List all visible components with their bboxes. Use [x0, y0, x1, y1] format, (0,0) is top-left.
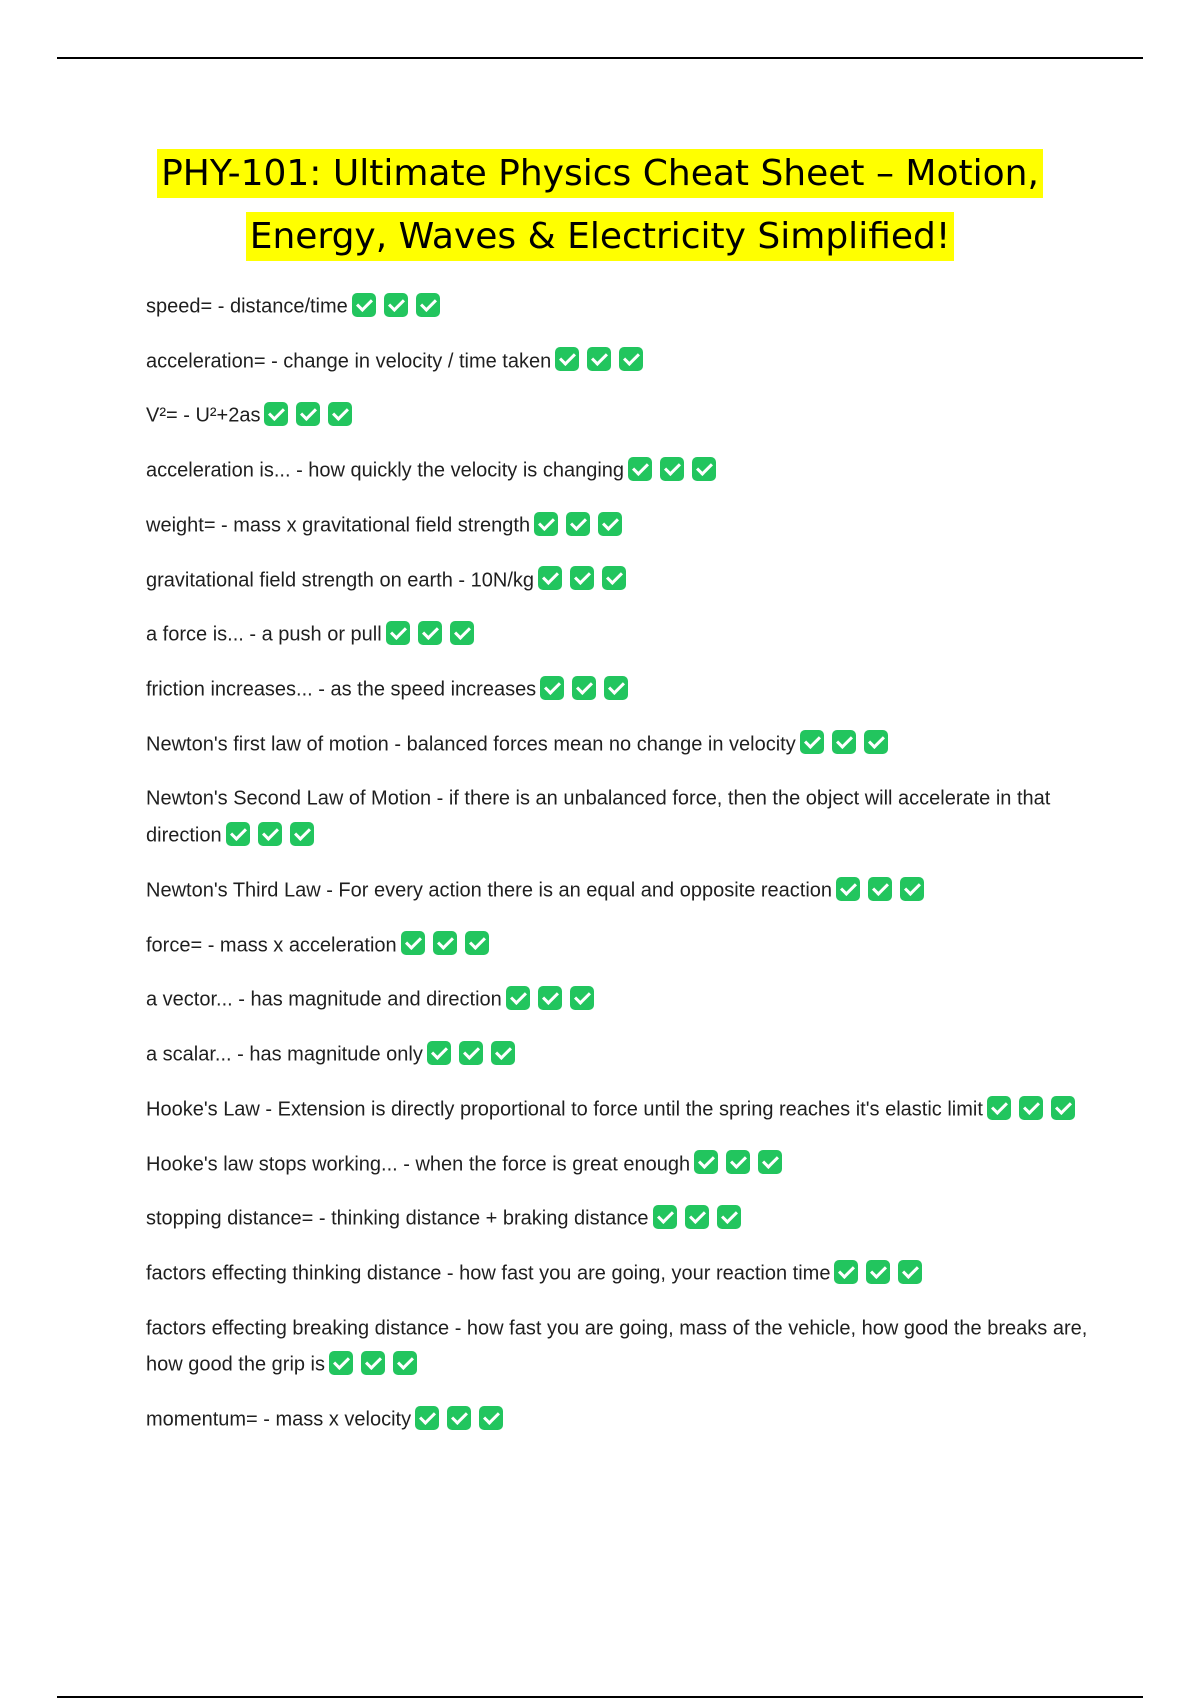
check-box-icon: [570, 566, 594, 590]
list-item: [146, 507, 1096, 544]
check-box-icon: [758, 1150, 782, 1174]
check-box-icon: [726, 1150, 750, 1174]
list-item: [146, 780, 1096, 853]
check-box-icon: [465, 931, 489, 955]
check-box-icon: [290, 822, 314, 846]
list-item: [146, 343, 1096, 380]
check-box-icon: [566, 512, 590, 536]
entry-text: a vector... - has magnitude and direction: [146, 989, 502, 1012]
check-marks: [538, 566, 626, 590]
entry-text: Newton's Third Law - For every action there is an equal and opposite reaction: [146, 879, 833, 902]
check-box-icon: [352, 293, 376, 317]
list-item: [146, 288, 1096, 325]
check-box-icon: [836, 877, 860, 901]
check-marks: [386, 621, 474, 645]
entry-text: momentum= - mass x velocity: [146, 1408, 412, 1431]
check-box-icon: [866, 1260, 890, 1284]
entry-text: force= - mass x acceleration: [146, 934, 397, 957]
check-marks: [506, 986, 594, 1010]
check-box-icon: [534, 512, 558, 536]
check-marks: [987, 1096, 1075, 1120]
entry-text: speed= - distance/time: [146, 295, 348, 318]
title-highlight: PHY-101: Ultimate Physics Cheat Sheet – Motion, Energy, Waves & Electricity Simplified!: [157, 149, 1043, 261]
check-box-icon: [555, 347, 579, 371]
check-marks: [352, 293, 440, 317]
list-item: [146, 452, 1096, 489]
list-item: [146, 1200, 1096, 1237]
list-item: [146, 1310, 1096, 1383]
check-box-icon: [415, 1406, 439, 1430]
check-box-icon: [628, 457, 652, 481]
check-marks: [226, 822, 314, 846]
check-box-icon: [800, 730, 824, 754]
check-marks: [264, 402, 352, 426]
list-item: [146, 1091, 1096, 1128]
entry-text: gravitational field strength on earth - 10N/kg: [146, 569, 534, 592]
check-box-icon: [898, 1260, 922, 1284]
list-item: [146, 397, 1096, 434]
entry-text: acceleration= - change in velocity / time taken: [146, 350, 552, 373]
check-box-icon: [296, 402, 320, 426]
check-box-icon: [433, 931, 457, 955]
check-marks: [427, 1041, 515, 1065]
check-box-icon: [506, 986, 530, 1010]
list-item: [146, 726, 1096, 763]
check-box-icon: [598, 512, 622, 536]
check-marks: [415, 1406, 503, 1430]
list-item: [146, 872, 1096, 909]
list-item: [146, 1255, 1096, 1292]
check-box-icon: [587, 347, 611, 371]
entry-text: weight= - mass x gravitational field strength: [146, 514, 531, 537]
check-box-icon: [685, 1205, 709, 1229]
check-marks: [628, 457, 716, 481]
list-item: [146, 1036, 1096, 1073]
check-box-icon: [900, 877, 924, 901]
check-box-icon: [384, 293, 408, 317]
check-box-icon: [491, 1041, 515, 1065]
list-item: [146, 927, 1096, 964]
list-item: [146, 1401, 1096, 1438]
entry-text: factors effecting breaking distance - how fast you are going, mass of the vehicle, how good the breaks are, how good the grip is: [146, 1317, 1088, 1377]
entry-text: acceleration is... - how quickly the velocity is changing: [146, 459, 625, 482]
entry-text: factors effecting thinking distance - how fast you are going, your reaction time: [146, 1262, 831, 1285]
check-box-icon: [1019, 1096, 1043, 1120]
check-box-icon: [864, 730, 888, 754]
check-box-icon: [570, 986, 594, 1010]
check-marks: [800, 730, 888, 754]
entry-text: Newton's first law of motion - balanced forces mean no change in velocity: [146, 733, 796, 756]
check-box-icon: [868, 877, 892, 901]
entry-text: friction increases... - as the speed increases: [146, 678, 537, 701]
check-box-icon: [427, 1041, 451, 1065]
check-box-icon: [329, 1351, 353, 1375]
check-marks: [555, 347, 643, 371]
check-box-icon: [604, 676, 628, 700]
page-title: [100, 142, 1100, 268]
check-box-icon: [459, 1041, 483, 1065]
entry-text: a scalar... - has magnitude only: [146, 1043, 423, 1066]
check-box-icon: [692, 457, 716, 481]
check-box-icon: [832, 730, 856, 754]
check-marks: [653, 1205, 741, 1229]
list-item: [146, 981, 1096, 1018]
check-box-icon: [717, 1205, 741, 1229]
check-box-icon: [653, 1205, 677, 1229]
check-marks: [329, 1351, 417, 1375]
top-rule: [57, 57, 1143, 59]
entry-text: Hooke's law stops working... - when the force is great enough: [146, 1153, 691, 1176]
check-box-icon: [258, 822, 282, 846]
check-marks: [694, 1150, 782, 1174]
list-item: [146, 616, 1096, 653]
check-marks: [834, 1260, 922, 1284]
check-box-icon: [328, 402, 352, 426]
check-box-icon: [401, 931, 425, 955]
check-box-icon: [226, 822, 250, 846]
check-box-icon: [1051, 1096, 1075, 1120]
check-box-icon: [479, 1406, 503, 1430]
check-box-icon: [619, 347, 643, 371]
check-box-icon: [540, 676, 564, 700]
check-box-icon: [572, 676, 596, 700]
check-box-icon: [660, 457, 684, 481]
check-box-icon: [393, 1351, 417, 1375]
flashcard-list: [146, 288, 1096, 1456]
check-box-icon: [602, 566, 626, 590]
check-marks: [534, 512, 622, 536]
entry-text: stopping distance= - thinking distance + braking distance: [146, 1207, 649, 1230]
check-marks: [836, 877, 924, 901]
entry-text: Newton's Second Law of Motion - if there is an unbalanced force, then the object will accelerate in that direction: [146, 788, 1051, 847]
entry-text: Hooke's Law - Extension is directly proportional to force until the spring reaches it's elastic limit: [146, 1098, 983, 1121]
check-marks: [540, 676, 628, 700]
check-box-icon: [386, 621, 410, 645]
list-item: [146, 671, 1096, 708]
check-box-icon: [834, 1260, 858, 1284]
check-box-icon: [361, 1351, 385, 1375]
check-box-icon: [416, 293, 440, 317]
check-box-icon: [264, 402, 288, 426]
list-item: [146, 1146, 1096, 1183]
bottom-rule: [57, 1696, 1143, 1698]
check-marks: [401, 931, 489, 955]
list-item: [146, 562, 1096, 599]
check-box-icon: [694, 1150, 718, 1174]
check-box-icon: [538, 566, 562, 590]
check-box-icon: [538, 986, 562, 1010]
entry-text: a force is... - a push or pull: [146, 624, 382, 647]
check-box-icon: [450, 621, 474, 645]
check-box-icon: [987, 1096, 1011, 1120]
check-box-icon: [447, 1406, 471, 1430]
entry-text: V²= - U²+2as: [146, 405, 261, 428]
check-box-icon: [418, 621, 442, 645]
